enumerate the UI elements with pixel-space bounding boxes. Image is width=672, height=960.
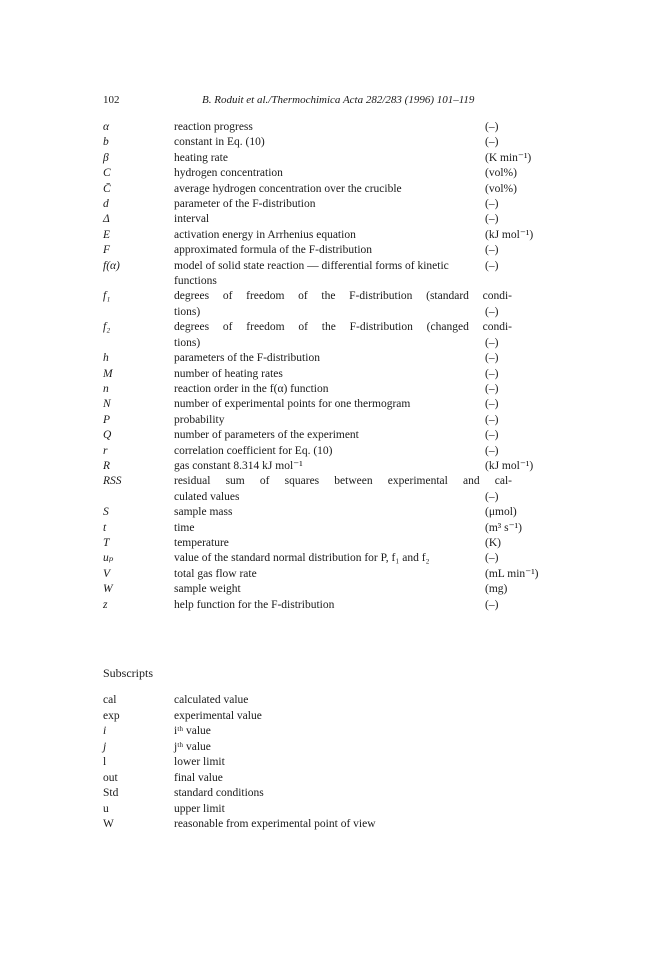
description-line: tions) xyxy=(174,305,201,318)
symbol: f₁ xyxy=(103,290,111,303)
description-line: degrees of freedom of the F-distribution (standard condi- xyxy=(174,290,512,303)
symbol-description xyxy=(174,197,512,212)
subscript-symbol: out xyxy=(103,771,118,784)
symbol-description xyxy=(174,182,512,197)
symbol-description xyxy=(174,151,512,166)
symbol: t xyxy=(103,521,107,534)
symbol-description xyxy=(174,382,512,397)
description-line: time xyxy=(174,521,195,534)
symbol: M xyxy=(103,367,113,380)
symbol-description xyxy=(174,505,512,520)
symbol: n xyxy=(103,382,109,395)
unit: (kJ mol⁻¹) xyxy=(485,228,534,241)
symbol: Δ xyxy=(103,213,110,226)
subscript-description: iᵗʰ value xyxy=(174,725,211,737)
description-line: interval xyxy=(174,213,210,226)
unit: (–) xyxy=(485,213,499,226)
subscript-symbol: exp xyxy=(103,709,120,722)
subscript-row xyxy=(103,693,603,709)
subscript-symbol: l xyxy=(103,756,107,768)
unit: (–) xyxy=(485,336,499,349)
subscript-symbol: u xyxy=(103,802,109,815)
symbol-description xyxy=(174,120,512,135)
subscripts-table xyxy=(103,693,603,833)
description-line: degrees of freedom of the F-distribution (changed condi- xyxy=(174,321,512,334)
nomenclature-row xyxy=(103,367,603,382)
nomenclature-row xyxy=(103,135,603,150)
symbol-description xyxy=(174,474,512,505)
symbol-description xyxy=(174,135,512,150)
symbol: C xyxy=(103,167,111,180)
nomenclature-row xyxy=(103,259,603,290)
description-line: tions) xyxy=(174,336,201,349)
subscript-symbol: cal xyxy=(103,694,117,706)
nomenclature-row xyxy=(103,197,603,212)
nomenclature-row xyxy=(103,444,603,459)
description-line: gas constant 8.314 kJ mol⁻¹ xyxy=(174,459,303,472)
symbol-description xyxy=(174,444,512,459)
symbol-description xyxy=(174,367,512,382)
symbol-description xyxy=(174,428,512,443)
description-line: parameter of the F-distribution xyxy=(174,198,316,211)
description-line: reaction order in the f(α) function xyxy=(174,382,329,395)
unit: (mL min⁻¹) xyxy=(485,567,539,580)
description-line: sample weight xyxy=(174,583,241,596)
symbol-description xyxy=(174,413,512,428)
symbol-description xyxy=(174,582,512,597)
symbol-description xyxy=(174,567,512,582)
unit: (m³ s⁻¹) xyxy=(485,521,522,534)
nomenclature-row xyxy=(103,243,603,258)
symbol: Q xyxy=(103,429,112,442)
unit: (mg) xyxy=(485,583,508,596)
description-line: value of the standard normal distribution for P, f₁ and f₂ xyxy=(174,552,430,565)
symbol: b xyxy=(103,136,109,149)
nomenclature-row xyxy=(103,474,603,505)
nomenclature-row xyxy=(103,521,603,536)
unit: (–) xyxy=(485,198,499,211)
description-line: approximated formula of the F-distribution xyxy=(174,244,373,257)
symbol: uₚ xyxy=(103,552,114,565)
symbol: S xyxy=(103,506,109,519)
symbol: r xyxy=(103,444,108,457)
subscript-description: upper limit xyxy=(174,802,225,815)
subscript-row xyxy=(103,817,603,833)
symbol-description xyxy=(174,228,512,243)
symbol: R xyxy=(103,459,111,472)
subscript-row xyxy=(103,740,603,756)
subscript-symbol: Std xyxy=(103,787,119,799)
description-line: activation energy in Arrhenius equation xyxy=(174,228,356,241)
unit: (–) xyxy=(485,413,499,426)
subscript-description: calculated value xyxy=(174,694,249,706)
description-line: average hydrogen concentration over the crucible xyxy=(174,182,402,195)
description-line: number of experimental points for one thermogram xyxy=(174,398,411,411)
unit: (vol%) xyxy=(485,167,517,180)
symbol: d xyxy=(103,198,109,211)
symbol: RSS xyxy=(103,475,122,488)
nomenclature-row xyxy=(103,536,603,551)
symbol-description xyxy=(174,243,512,258)
nomenclature-row xyxy=(103,120,603,135)
unit: (kJ mol⁻¹) xyxy=(485,459,534,472)
nomenclature-row xyxy=(103,413,603,428)
description-line: culated values xyxy=(174,490,240,503)
unit: (–) xyxy=(485,305,499,318)
description-line: model of solid state reaction — differential forms of kinetic xyxy=(174,259,449,272)
symbol: W xyxy=(103,583,113,596)
symbol: N xyxy=(103,398,111,411)
unit: (–) xyxy=(485,552,499,565)
subscript-symbol: j xyxy=(103,740,107,753)
unit: (–) xyxy=(485,382,499,395)
nomenclature-row xyxy=(103,212,603,227)
symbol-description xyxy=(174,459,512,474)
symbol-description xyxy=(174,397,512,412)
nomenclature-row xyxy=(103,166,603,181)
symbol: C̄ xyxy=(103,182,111,195)
subscript-row xyxy=(103,802,603,818)
unit: (–) xyxy=(485,352,499,365)
symbol-description xyxy=(174,598,512,613)
description-line: correlation coefficient for Eq. (10) xyxy=(174,444,333,457)
symbol: f₂ xyxy=(103,321,111,334)
nomenclature-row xyxy=(103,320,603,351)
unit: (μmol) xyxy=(485,506,517,519)
nomenclature-row xyxy=(103,289,603,320)
subscript-description: final value xyxy=(174,771,223,784)
subscript-description: experimental value xyxy=(174,709,262,722)
symbol: P xyxy=(103,413,111,426)
page-number: 102 xyxy=(103,94,120,106)
unit: (K) xyxy=(485,536,501,549)
nomenclature-row xyxy=(103,228,603,243)
symbol-description xyxy=(174,259,512,290)
subscript-description: jᵗʰ value xyxy=(174,740,211,753)
nomenclature-row xyxy=(103,182,603,197)
nomenclature-row xyxy=(103,382,603,397)
description-line: constant in Eq. (10) xyxy=(174,136,265,149)
subscript-description: lower limit xyxy=(174,756,225,768)
symbol: E xyxy=(103,228,111,241)
nomenclature-row xyxy=(103,351,603,366)
nomenclature-table xyxy=(103,120,603,613)
symbol: β xyxy=(103,151,109,164)
subscript-symbol: i xyxy=(103,725,107,737)
nomenclature-row xyxy=(103,459,603,474)
symbol-description xyxy=(174,551,512,566)
unit: (vol%) xyxy=(485,182,517,195)
description-line: sample mass xyxy=(174,506,233,519)
symbol: f(α) xyxy=(103,259,120,272)
symbol-description xyxy=(174,521,512,536)
unit: (–) xyxy=(485,244,499,257)
symbol: F xyxy=(103,244,111,257)
unit: (–) xyxy=(485,429,499,442)
description-line: heating rate xyxy=(174,151,228,164)
unit: (–) xyxy=(485,367,499,380)
symbol-description xyxy=(174,351,512,366)
symbol: T xyxy=(103,536,110,549)
symbol-description xyxy=(174,536,512,551)
nomenclature-row xyxy=(103,428,603,443)
description-line: help function for the F-distribution xyxy=(174,598,335,611)
description-line: total gas flow rate xyxy=(174,567,257,580)
description-line: functions xyxy=(174,275,217,288)
description-line: reaction progress xyxy=(174,121,253,133)
subscripts-heading: Subscripts xyxy=(103,666,154,680)
unit: (–) xyxy=(485,598,499,611)
description-line: probability xyxy=(174,413,225,426)
description-line: hydrogen concentration xyxy=(174,167,283,180)
nomenclature-row xyxy=(103,582,603,597)
nomenclature-row xyxy=(103,151,603,166)
nomenclature-row xyxy=(103,551,603,566)
unit: (–) xyxy=(485,444,499,457)
unit: (K min⁻¹) xyxy=(485,151,532,164)
subscript-symbol: W xyxy=(103,818,114,830)
subscript-description: standard conditions xyxy=(174,787,264,799)
symbol: α xyxy=(103,121,110,133)
description-line: parameters of the F-distribution xyxy=(174,352,320,365)
symbol: z xyxy=(103,598,108,611)
page-header xyxy=(103,94,603,108)
unit: (–) xyxy=(485,490,499,503)
unit: (–) xyxy=(485,121,499,133)
symbol-description xyxy=(174,320,512,351)
symbol-description xyxy=(174,212,512,227)
unit: (–) xyxy=(485,259,499,272)
unit: (–) xyxy=(485,398,499,411)
subscript-row xyxy=(103,724,603,740)
subscript-row xyxy=(103,709,603,725)
nomenclature-row xyxy=(103,397,603,412)
nomenclature-row xyxy=(103,505,603,520)
subscript-description: reasonable from experimental point of view xyxy=(174,818,376,830)
description-line: number of heating rates xyxy=(174,367,283,380)
subscript-row xyxy=(103,771,603,787)
unit: (–) xyxy=(485,136,499,149)
description-line: number of parameters of the experiment xyxy=(174,429,359,442)
running-title: B. Roduit et al./Thermochimica Acta 282/283 (1996) 101–119 xyxy=(202,94,475,106)
subscript-row xyxy=(103,755,603,771)
nomenclature-row xyxy=(103,567,603,582)
symbol-description xyxy=(174,166,512,181)
symbol: h xyxy=(103,352,109,365)
description-line: temperature xyxy=(174,536,229,549)
symbol: V xyxy=(103,567,111,580)
subscript-row xyxy=(103,786,603,802)
nomenclature-row xyxy=(103,598,603,613)
symbol-description xyxy=(174,289,512,320)
description-line: residual sum of squares between experimental and cal- xyxy=(174,475,512,488)
